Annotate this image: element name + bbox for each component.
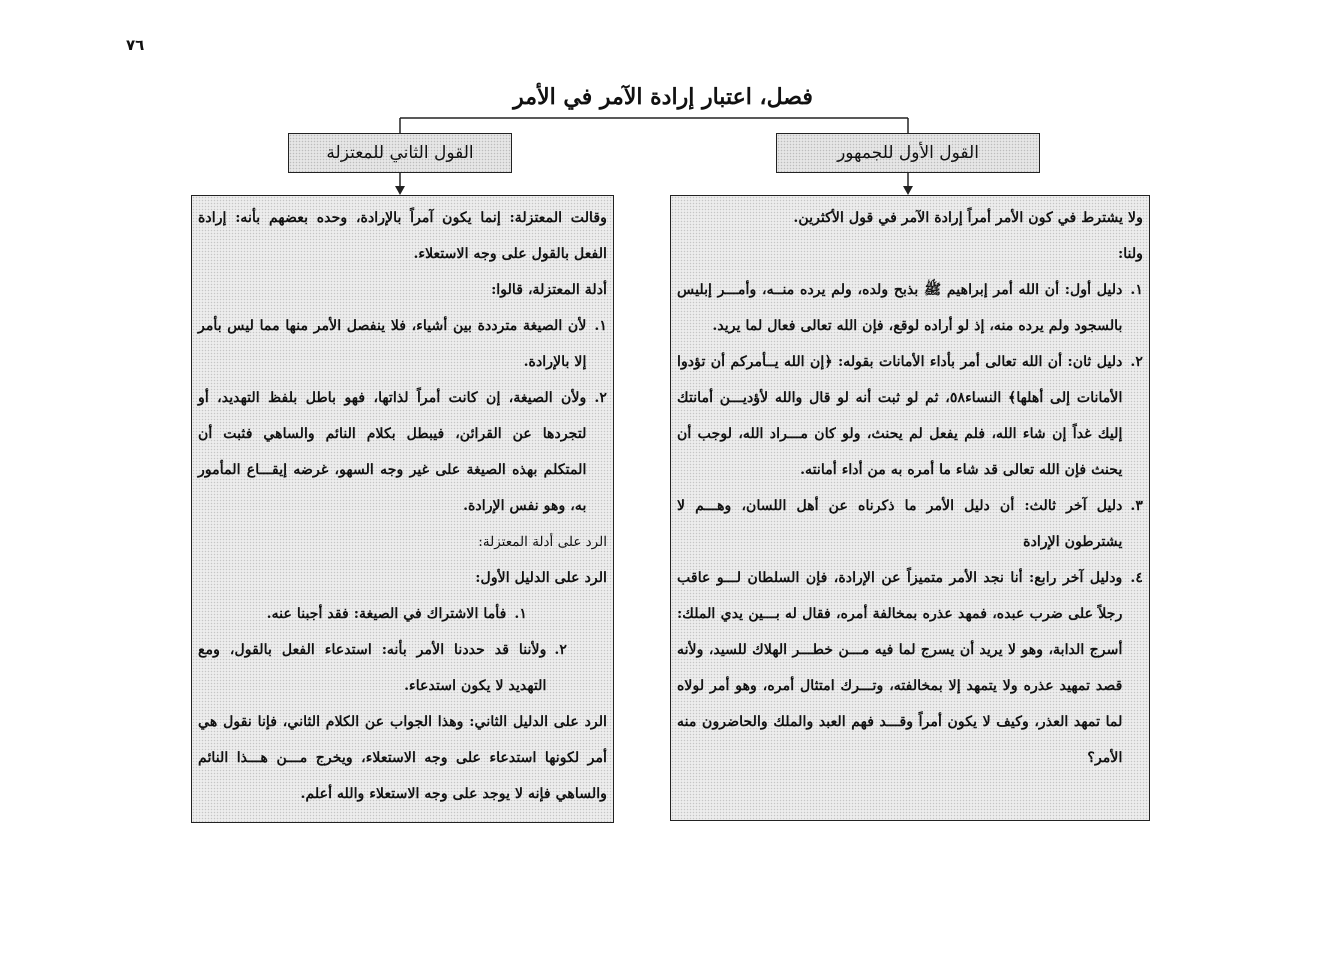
- right-header-box: [776, 133, 1040, 173]
- item-number: ٢.: [554, 642, 567, 658]
- right-header-label: القول الأول للجمهور: [837, 143, 979, 163]
- left-header-label: القول الثاني للمعتزلة: [326, 143, 474, 163]
- evidence-item-2: [198, 380, 607, 524]
- item-text: ودليل آخر رابع: أنا نجد الأمر متميزاً عن الإرادة، فإن السلطان لـــو عاقب رجلاً على ضرب عبده، فمهد عذره بمخالفة أمره، فقال له بـــين يدي الملك: أسرج الدابة، وهو لا يريد أن يسرج لما فيه مـــن خطـــر الهلاك للسيد، ولأنه قصد تمهيد عذره ولا يتمهد إلا بمخالفته، وتـــرك امتثال أمره، وهو أمر لولاه لما تمهد العذر، وكيف لا يكون أمراً وقـــد فهم العبد والملك والحاضرون منه الأمر؟: [677, 570, 1123, 766]
- item-text: لأن الصيغة مترددة بين أشياء، فلا ينفصل الأمر منها مما ليس بأمر إلا بالإرادة.: [198, 318, 587, 370]
- left-content-box: [191, 195, 614, 823]
- right-item-4: [677, 560, 1143, 776]
- right-intro: ولا يشترط في كون الأمر أمراً إرادة الآمر في قول الأكثرين.: [793, 210, 1143, 226]
- item-number: ٢.: [594, 390, 607, 406]
- right-lana: ولنا:: [1117, 246, 1143, 262]
- page-number: ٧٦: [126, 36, 145, 54]
- item-text: ولأننا قد حددنا الأمر بأنه: استدعاء الفعل بالقول، ومع التهديد لا يكون استدعاء.: [198, 642, 547, 694]
- reply-second: الرد على الدليل الثاني: وهذا الجواب عن الكلام الثاني، فإنا نقول هي أمر لكونها استدعاء على وجه الاستعلاء، ويخرج مـــن هـــذا النائم والساهي فإنه لا يوجد على وجه الاستعلاء والله أعلم.: [198, 714, 607, 802]
- item-number: ٢.: [1130, 354, 1143, 370]
- item-number: ٣.: [1130, 498, 1143, 514]
- right-content-box: [670, 195, 1150, 821]
- item-text: فأما الاشتراك في الصيغة: فقد أجبنا عنه.: [266, 606, 507, 622]
- reply-first-heading: الرد على الدليل الأول:: [475, 570, 607, 586]
- item-number: ١.: [514, 606, 527, 622]
- evidence-item-1: [198, 308, 607, 380]
- evidence-heading: أدلة المعتزلة، قالوا:: [491, 282, 607, 298]
- item-number: ٤.: [1130, 570, 1143, 586]
- item-text: دليل آخر ثالث: أن دليل الأمر ما ذكرناه عن أهل اللسان، وهـــم لا يشترطون الإرادة: [677, 498, 1123, 550]
- right-item-3: [677, 488, 1143, 560]
- page-title: فصل، اعتبار إرادة الآمر في الأمر: [513, 84, 813, 110]
- item-text: ولأن الصيغة، إن كانت أمراً لذاتها، فهو باطل بلفظ التهديد، أو لتجردها عن القرائن، فيبطل بكلام النائم والساهي فثبت أن المتكلم بهذه الصيغة على غير وجه السهو، غرضه إيقـــاع المأمور به، وهو نفس الإرادة.: [198, 390, 587, 514]
- reply-heading: الرد على أدلة المعتزلة:: [478, 534, 607, 550]
- item-text: دليل أول: أن الله أمر إبراهيم ﷺ بذبح ولده، ولم يرده منــه، وأمـــر إبليس بالسجود ولم يرده منه، إذ لو أراده لوقع، فإن الله تعالى فعال لما يريد.: [677, 282, 1123, 334]
- right-item-1: [677, 272, 1143, 344]
- left-header-box: [288, 133, 512, 173]
- reply-first-item-2: [198, 632, 607, 704]
- item-number: ١.: [1130, 282, 1143, 298]
- item-text: دليل ثان: أن الله تعالى أمر بأداء الأمانات بقوله: ﴿إن الله يــأمركم أن تؤدوا الأمانات إلى أهلها﴾ النساء٥٨، ثم لو ثبت أنه لو قال والله لأؤديـــن أمانتك إليك غداً إن شاء الله، فلم يفعل لم يحنث، ولو كان مـــراد الله، لوجب أن يحنث فإن الله تعالى قد شاء ما أمره به من أداء أمانته.: [677, 354, 1123, 478]
- right-item-2: [677, 344, 1143, 488]
- reply-first-item-1: [198, 596, 607, 632]
- left-intro: وقالت المعتزلة: إنما يكون آمراً بالإرادة، وحده بعضهم بأنه: إرادة الفعل بالقول على وجه الاستعلاء.: [198, 210, 607, 262]
- item-number: ١.: [594, 318, 607, 334]
